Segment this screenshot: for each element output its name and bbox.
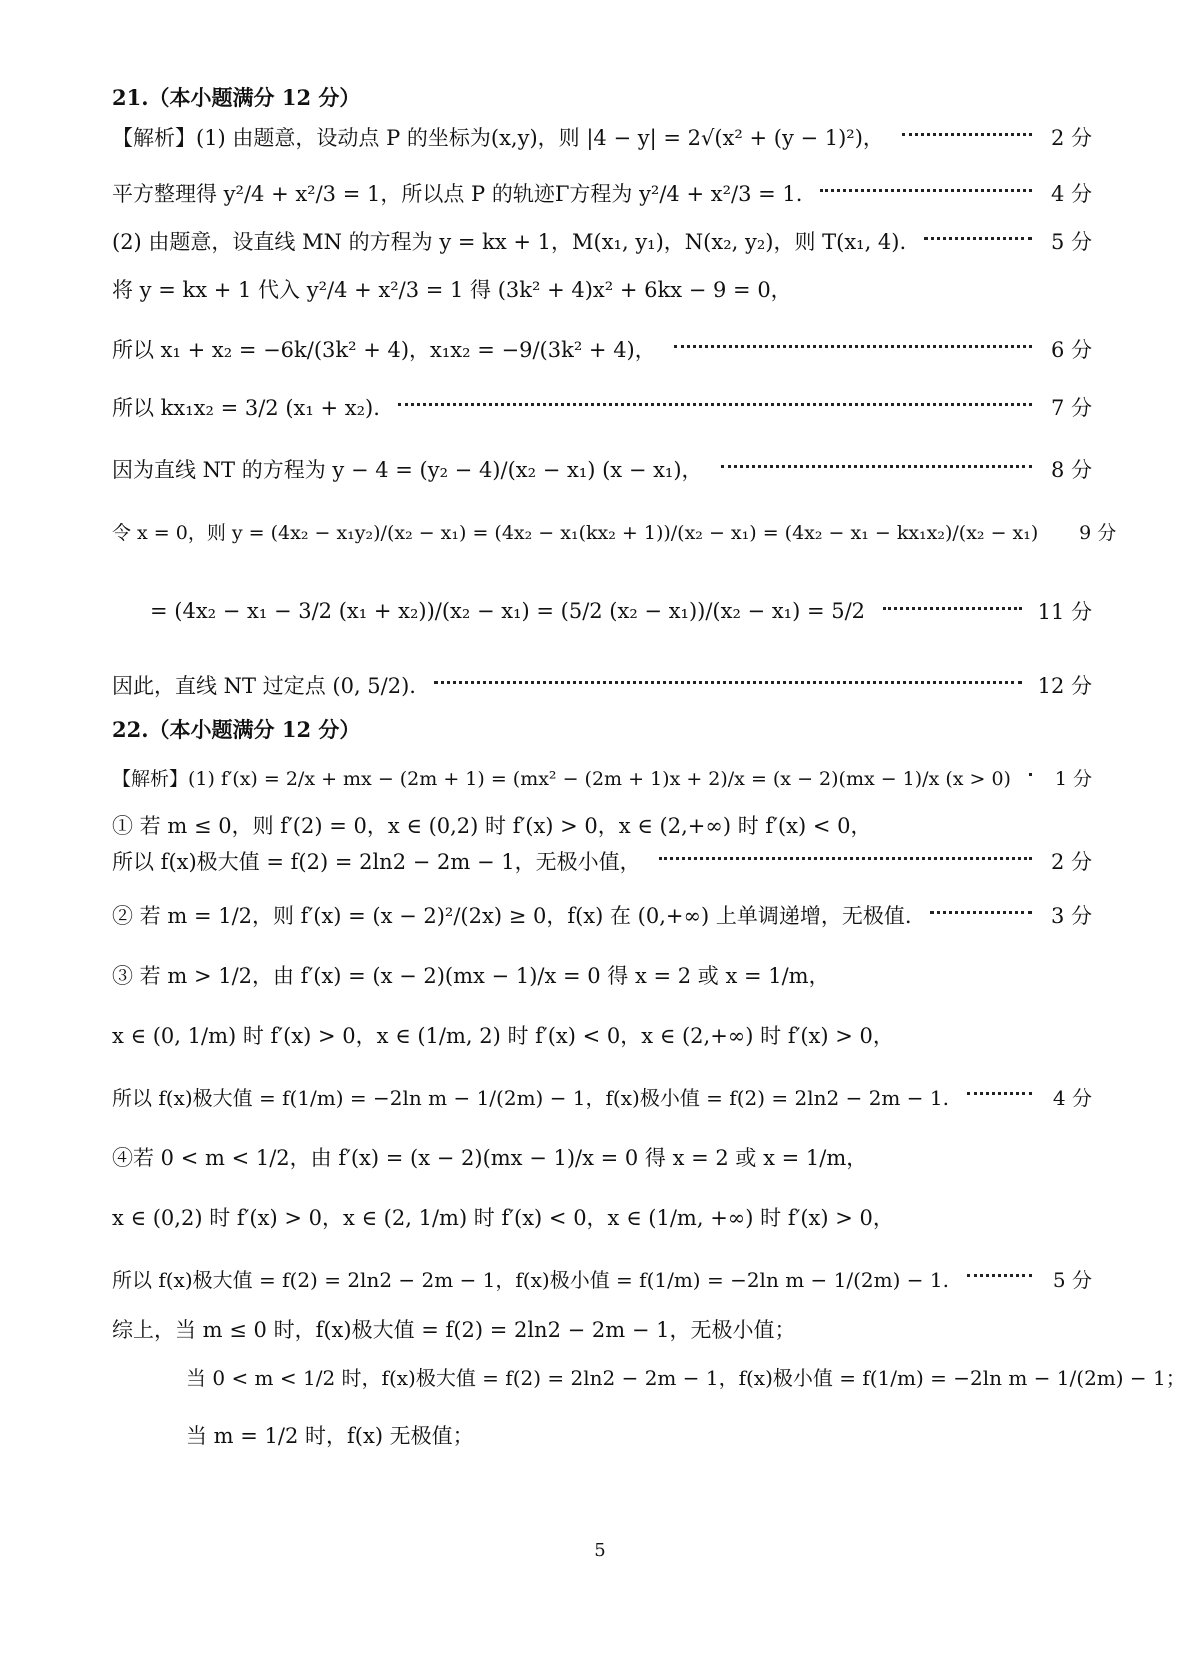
- q22-line-11: [112, 1314, 1092, 1344]
- q22-line-6: [112, 1020, 1092, 1050]
- q22-line-4-score: 3 分: [1050, 904, 1092, 928]
- leader-dots: [1029, 773, 1032, 776]
- q21-line-6-text: 所以 kx₁x₂ = 3/2 (x₁ + x₂).: [112, 396, 380, 420]
- q22-line-4-text: ② 若 m = 1/2，则 f′(x) = (x − 2)²/(2x) ≥ 0，f(x) 在 (0,+∞) 上单调递增，无极值.: [112, 904, 912, 928]
- q22-line-6-text: x ∈ (0, 1/m) 时 f′(x) > 0，x ∈ (1/m, 2) 时 f′(x) < 0，x ∈ (2,+∞) 时 f′(x) > 0，: [112, 1024, 894, 1048]
- page-number: 5: [594, 1540, 606, 1561]
- q22-line-8-text: ④若 0 < m < 1/2，由 f′(x) = (x − 2)(mx − 1)/x = 0 得 x = 2 或 x = 1/m，: [112, 1146, 868, 1170]
- leader-dots: [674, 345, 1032, 348]
- q22-line-2: [112, 810, 1092, 840]
- q22-line-10-score: 5 分: [1052, 1268, 1092, 1292]
- q22-line-7-score: 4 分: [1052, 1086, 1092, 1110]
- q21-line-1: [112, 122, 1092, 152]
- q21-line-7-text: 因为直线 NT 的方程为 y − 4 = (y₂ − 4)/(x₂ − x₁) (x − x₁)，: [112, 458, 703, 482]
- q21-line-6-score: 7 分: [1050, 396, 1092, 420]
- q21-line-4-text: 将 y = kx + 1 代入 y²/4 + x²/3 = 1 得 (3k² + 4)x² + 6kx − 9 = 0，: [112, 278, 792, 302]
- q21-line-10-text: 因此，直线 NT 过定点 (0, 5/2).: [112, 674, 416, 698]
- q21-line-9: [150, 596, 1092, 626]
- q22-line-8: [112, 1142, 1092, 1172]
- q22-line-13-text: 当 m = 1/2 时，f(x) 无极值；: [186, 1424, 474, 1448]
- question-22-title: 22.（本小题满分 12 分）: [112, 717, 361, 742]
- q22-line-3-score: 2 分: [1050, 850, 1092, 874]
- q21-line-2-score: 4 分: [1050, 182, 1092, 206]
- q21-line-9-score: 11 分: [1037, 600, 1092, 624]
- q22-line-5-text: ③ 若 m > 1/2，由 f′(x) = (x − 2)(mx − 1)/x = 0 得 x = 2 或 x = 1/m，: [112, 964, 830, 988]
- q22-line-4: [112, 900, 1092, 930]
- q22-line-9-text: x ∈ (0,2) 时 f′(x) > 0，x ∈ (2, 1/m) 时 f′(x) < 0，x ∈ (1/m, +∞) 时 f′(x) > 0，: [112, 1206, 894, 1230]
- leader-dots: [924, 237, 1032, 240]
- q21-line-5-score: 6 分: [1050, 338, 1092, 362]
- q22-line-1-score: 1 分: [1054, 768, 1092, 790]
- q22-line-10-text: 所以 f(x)极大值 = f(2) = 2ln2 − 2m − 1，f(x)极小值 = f(1/m) = −2ln m − 1/(2m) − 1.: [112, 1268, 949, 1292]
- leader-dots: [883, 607, 1022, 610]
- q22-line-3: [112, 846, 1092, 876]
- q22-line-11-text: 综上，当 m ≤ 0 时，f(x)极大值 = f(2) = 2ln2 − 2m − 1，无极小值；: [112, 1318, 796, 1342]
- q21-line-10: [112, 670, 1092, 700]
- q21-line-5: [112, 334, 1092, 364]
- q22-line-1: [112, 764, 1092, 791]
- q22-line-9: [112, 1202, 1092, 1232]
- q21-line-5-text: 所以 x₁ + x₂ = −6k/(3k² + 4)，x₁x₂ = −9/(3k² + 4)，: [112, 338, 656, 362]
- q21-line-1-text: 【解析】(1) 由题意，设动点 P 的坐标为(x,y)，则 |4 − y| = 2√(x² + (y − 1)²)，: [112, 126, 884, 150]
- q21-line-2-text: 平方整理得 y²/4 + x²/3 = 1，所以点 P 的轨迹Γ方程为 y²/4 + x²/3 = 1.: [112, 182, 803, 206]
- q21-line-3: [112, 226, 1092, 256]
- leader-dots: [967, 1274, 1032, 1277]
- q22-line-13: [186, 1420, 1092, 1450]
- q21-line-1-score: 2 分: [1050, 126, 1092, 150]
- q22-line-3-text: 所以 f(x)极大值 = f(2) = 2ln2 − 2m − 1，无极小值，: [112, 850, 641, 874]
- q21-line-9-text: = (4x₂ − x₁ − 3/2 (x₁ + x₂))/(x₂ − x₁) = (5/2 (x₂ − x₁))/(x₂ − x₁) = 5/2: [150, 599, 866, 623]
- question-21-title: 21.（本小题满分 12 分）: [112, 85, 361, 110]
- q22-line-7: [112, 1082, 1092, 1111]
- q22-line-1-text: 【解析】(1) f′(x) = 2/x + mx − (2m + 1) = (mx² − (2m + 1)x + 2)/x = (x − 2)(mx − 1)/x (x > 0): [112, 768, 1011, 790]
- leader-dots: [659, 857, 1032, 860]
- leader-dots: [398, 403, 1032, 406]
- leader-dots: [721, 465, 1032, 468]
- leader-dots: [967, 1092, 1032, 1095]
- q21-line-2: [112, 178, 1092, 208]
- q22-line-5: [112, 960, 1092, 990]
- q22-line-12: [186, 1362, 1186, 1391]
- q21-line-3-text: (2) 由题意，设直线 MN 的方程为 y = kx + 1，M(x₁, y₁)，N(x₂, y₂)，则 T(x₁, 4).: [112, 230, 907, 254]
- leader-dots: [930, 911, 1032, 914]
- q21-line-4: [112, 274, 1092, 304]
- q22-line-7-text: 所以 f(x)极大值 = f(1/m) = −2ln m − 1/(2m) − 1，f(x)极小值 = f(2) = 2ln2 − 2m − 1.: [112, 1086, 949, 1110]
- q22-line-12-text: 当 0 < m < 1/2 时，f(x)极大值 = f(2) = 2ln2 − 2m − 1，f(x)极小值 = f(1/m) = −2ln m − 1/(2m) − 1；: [186, 1366, 1186, 1390]
- q21-line-3-score: 5 分: [1050, 230, 1092, 254]
- q21-line-8-score: 9 分: [1079, 522, 1117, 544]
- q21-line-8-text: 令 x = 0，则 y = (4x₂ − x₁y₂)/(x₂ − x₁) = (4x₂ − x₁(kx₂ + 1))/(x₂ − x₁) = (4x₂ − x₁ − kx₁x₂)/(x₂ − x₁): [112, 522, 1039, 544]
- q21-line-8: [112, 518, 1117, 545]
- q22-line-10: [112, 1264, 1092, 1293]
- q21-line-6: [112, 392, 1092, 422]
- leader-dots: [820, 189, 1032, 192]
- leader-dots: [434, 681, 1022, 684]
- q21-line-7-score: 8 分: [1050, 458, 1092, 482]
- q22-line-2-text: ① 若 m ≤ 0，则 f′(2) = 0，x ∈ (0,2) 时 f′(x) > 0，x ∈ (2,+∞) 时 f′(x) < 0，: [112, 814, 872, 838]
- q21-line-7: [112, 454, 1092, 484]
- leader-dots: [902, 133, 1032, 136]
- q21-line-10-score: 12 分: [1037, 674, 1092, 698]
